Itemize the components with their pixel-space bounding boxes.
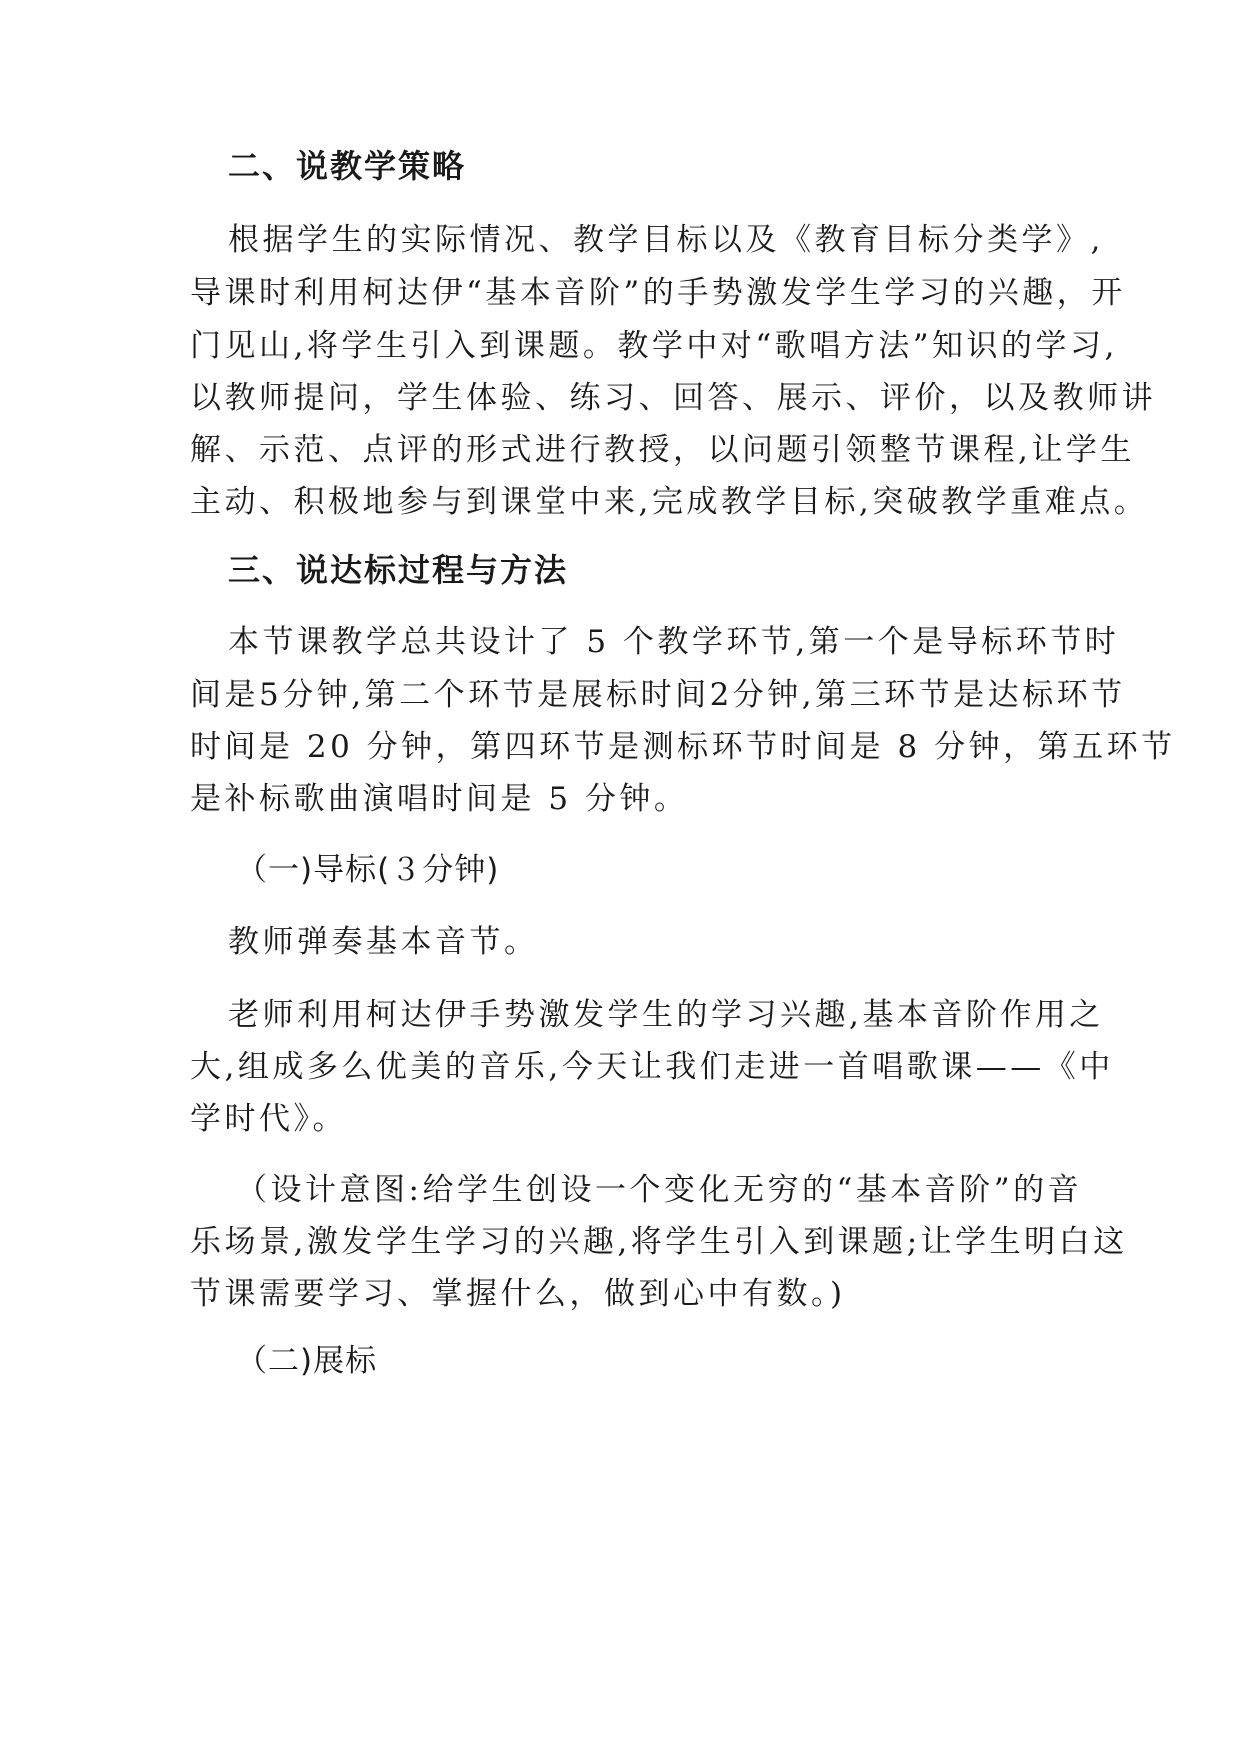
design-intent-line: 乐场景,激发学生学习的兴趣,将学生引入到课题;让学生明白这 <box>190 1224 1128 1260</box>
paragraph-line: 老师利用柯达伊手势激发学生的学习兴趣,基本音阶作用之 <box>228 997 1104 1033</box>
section-heading-strategy: 二、说教学策略 <box>228 147 467 185</box>
paragraph-line: 本节课教学总共设计了 5 个教学环节,第一个是导标环节时 <box>228 624 1120 660</box>
section-heading-process: 三、说达标过程与方法 <box>228 551 569 589</box>
paragraph-line: 教师弹奏基本音节。 <box>228 924 539 960</box>
paragraph-line: 以教师提问，学生体验、练习、回答、展示、评价，以及教师讲 <box>190 380 1156 416</box>
paragraph-line: 时间是 20 分钟，第四环节是测标环节时间是 8 分钟，第五环节 <box>190 729 1176 765</box>
subsection-heading-guide: （一)导标(３分钟) <box>236 852 500 888</box>
design-intent-line: （设计意图:给学生创设一个变化无穷的“基本音阶”的音 <box>236 1172 1083 1208</box>
paragraph-line: 解、示范、点评的形式进行教授，以问题引领整节课程,让学生 <box>190 432 1135 468</box>
paragraph-line: 门见山,将学生引入到课题。教学中对“歌唱方法”知识的学习, <box>190 328 1118 364</box>
paragraph-line: 导课时利用柯达伊“基本音阶”的手势激发学生学习的兴趣，开 <box>190 275 1126 311</box>
paragraph-line: 间是5分钟,第二个环节是展标时间2分钟,第三环节是达标环节 <box>190 677 1126 713</box>
subsection-heading-display: （二)展标 <box>236 1343 378 1379</box>
paragraph-line: 是补标歌曲演唱时间是 5 分钟。 <box>190 781 689 817</box>
paragraph-line: 根据学生的实际情况、教学目标以及《教育目标分类学》, <box>228 222 1104 258</box>
paragraph-line: 主动、积极地参与到课堂中来,完成教学目标,突破教学重难点。 <box>190 484 1149 520</box>
paragraph-line: 学时代》。 <box>190 1101 347 1137</box>
design-intent-line: 节课需要学习、掌握什么，做到心中有数。) <box>190 1276 846 1312</box>
paragraph-line: 大,组成多么优美的音乐,今天让我们走进一首唱歌课——《中 <box>190 1049 1114 1085</box>
